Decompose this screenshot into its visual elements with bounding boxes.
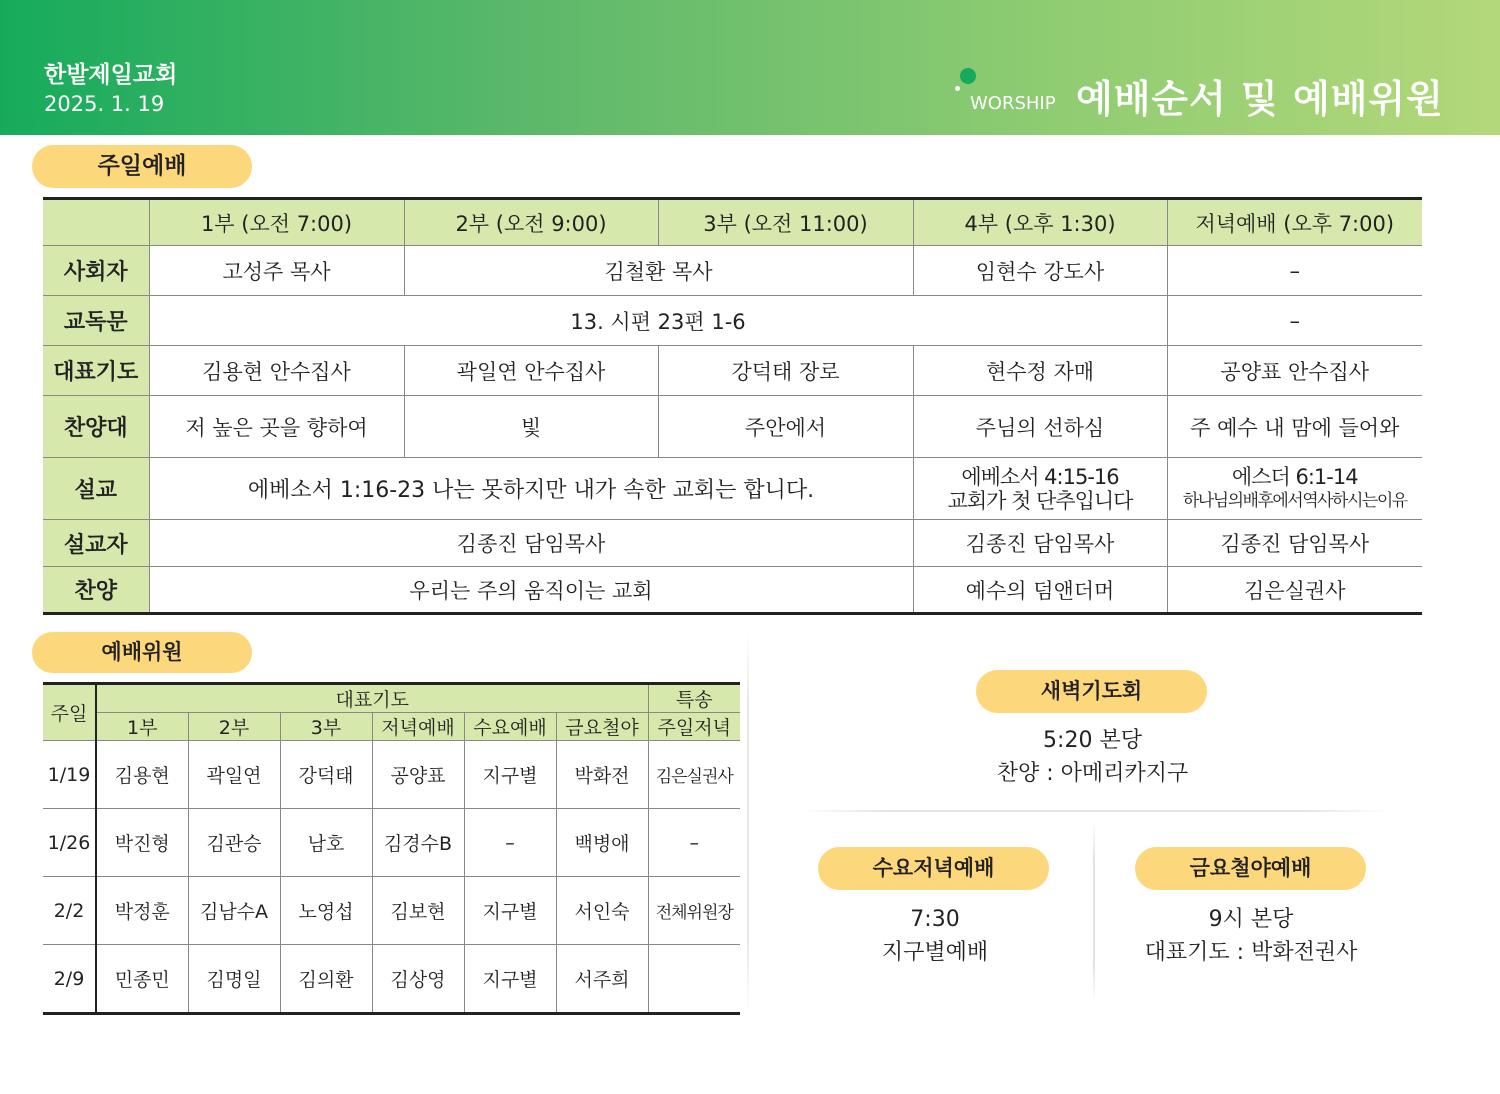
header-sunday: 주일 xyxy=(43,684,96,741)
table-cell: 13. 시편 23편 1-6 xyxy=(149,296,1167,346)
small-dot-icon xyxy=(955,86,960,91)
wednesday-desc: 지구별예배 xyxy=(881,940,989,965)
table-cell: 김철환 목사 xyxy=(404,246,913,296)
table-cell: 현수정 자매 xyxy=(913,346,1167,396)
table-cell: 지구별 xyxy=(464,945,556,1014)
table-cell xyxy=(913,458,1167,520)
table-cell: 백병애 xyxy=(556,809,648,877)
table-cell: – xyxy=(648,809,740,877)
table-cell: 박정훈 xyxy=(96,877,188,945)
church-name: 한밭제일교회 xyxy=(44,62,178,88)
sunday-service-table xyxy=(43,197,1422,615)
table-cell: 김종진 담임목사 xyxy=(1167,520,1422,567)
table-cell: 예수의 덤앤더머 xyxy=(913,567,1167,614)
table-cell: 전체위원장 xyxy=(648,877,740,945)
table-cell: 빛 xyxy=(404,396,658,458)
table-cell: 김상영 xyxy=(372,945,464,1014)
dawn-time: 5:20 본당 xyxy=(1043,728,1142,753)
subheader: 저녁예배 xyxy=(372,713,464,741)
table-cell: 민종민 xyxy=(96,945,188,1014)
date-cell: 1/26 xyxy=(43,809,96,877)
row-header-hymn: 찬양 xyxy=(43,567,149,614)
vertical-divider xyxy=(1093,822,1095,1002)
corner-cell xyxy=(43,199,149,246)
column-header: 4부 (오후 1:30) xyxy=(913,199,1167,246)
table-cell: 김의환 xyxy=(280,945,372,1014)
table-cell: 김경수B xyxy=(372,809,464,877)
subheader: 수요예배 xyxy=(464,713,556,741)
table-row xyxy=(43,877,740,945)
table-cell: 김은실권사 xyxy=(1167,567,1422,614)
row-header-sermon: 설교 xyxy=(43,458,149,520)
table-cell: 고성주 목사 xyxy=(149,246,404,296)
table-row xyxy=(43,741,740,809)
table-cell xyxy=(1167,458,1422,520)
table-cell: 우리는 주의 움직이는 교회 xyxy=(149,567,913,614)
sermon-passage: 에베소서 4:15-16 xyxy=(961,464,1119,489)
page-title: 예배순서 및 예배위원 xyxy=(1076,77,1444,121)
friday-prayer: 대표기도 : 박화전권사 xyxy=(1144,940,1358,965)
table-cell: 김용현 안수집사 xyxy=(149,346,404,396)
sunday-service-label: 주일예배 xyxy=(32,145,252,188)
table-cell: 주안에서 xyxy=(658,396,913,458)
table-cell: 김명일 xyxy=(188,945,280,1014)
column-header: 2부 (오전 9:00) xyxy=(404,199,658,246)
sermon-title: 교회가 첫 단추입니다 xyxy=(947,488,1133,513)
table-cell: 공양표 xyxy=(372,741,464,809)
row-header-preacher: 설교자 xyxy=(43,520,149,567)
table-cell: 김종진 담임목사 xyxy=(913,520,1167,567)
date-cell: 1/19 xyxy=(43,741,96,809)
table-cell xyxy=(648,945,740,1014)
page-header xyxy=(0,0,1500,135)
friday-time: 9시 본당 xyxy=(1208,907,1294,932)
table-cell: 김관승 xyxy=(188,809,280,877)
committee-label: 예배위원 xyxy=(32,632,252,673)
subheader: 금요철야 xyxy=(556,713,648,741)
table-cell: – xyxy=(1167,296,1422,346)
table-cell: 공양표 안수집사 xyxy=(1167,346,1422,396)
table-cell: 김남수A xyxy=(188,877,280,945)
wednesday-service-label: 수요저녁예배 xyxy=(818,847,1049,890)
table-cell: 김보현 xyxy=(372,877,464,945)
vertical-divider xyxy=(747,630,749,1015)
table-cell: 곽일연 xyxy=(188,741,280,809)
table-cell: 강덕태 xyxy=(280,741,372,809)
table-cell: 박진형 xyxy=(96,809,188,877)
table-cell: 곽일연 안수집사 xyxy=(404,346,658,396)
table-cell: 임현수 강도사 xyxy=(913,246,1167,296)
column-header: 저녁예배 (오후 7:00) xyxy=(1167,199,1422,246)
table-cell: 에베소서 1:16-23 나는 못하지만 내가 속한 교회는 합니다. xyxy=(149,458,913,520)
dawn-prayer-label: 새벽기도회 xyxy=(976,670,1207,713)
row-header-presider: 사회자 xyxy=(43,246,149,296)
bulletin-date: 2025. 1. 19 xyxy=(44,92,165,116)
table-row xyxy=(43,809,740,877)
dawn-hymn: 찬양 : 아메리카지구 xyxy=(996,761,1189,786)
friday-service-label: 금요철야예배 xyxy=(1135,847,1366,890)
table-row xyxy=(43,945,740,1014)
table-cell: 서인숙 xyxy=(556,877,648,945)
subheader: 주일저녁 xyxy=(648,713,740,741)
subheader: 2부 xyxy=(188,713,280,741)
table-cell: 김은실권사 xyxy=(648,741,740,809)
column-header: 3부 (오전 11:00) xyxy=(658,199,913,246)
table-cell: 저 높은 곳을 향하여 xyxy=(149,396,404,458)
table-cell: 남호 xyxy=(280,809,372,877)
table-cell: 서주희 xyxy=(556,945,648,1014)
date-cell: 2/2 xyxy=(43,877,96,945)
table-cell: 노영섭 xyxy=(280,877,372,945)
worship-label: WORSHIP xyxy=(970,93,1056,114)
table-cell: 김종진 담임목사 xyxy=(149,520,913,567)
header-prayer: 대표기도 xyxy=(96,684,648,713)
date-cell: 2/9 xyxy=(43,945,96,1014)
header-special: 특송 xyxy=(648,684,740,713)
subheader: 1부 xyxy=(96,713,188,741)
row-header-prayer: 대표기도 xyxy=(43,346,149,396)
friday-service-info xyxy=(1105,903,1397,969)
wednesday-service-info xyxy=(790,903,1080,969)
table-cell: – xyxy=(464,809,556,877)
committee-table xyxy=(43,682,740,1015)
table-cell: 주님의 선하심 xyxy=(913,396,1167,458)
table-cell: 주 예수 내 맘에 들어와 xyxy=(1167,396,1422,458)
wednesday-time: 7:30 xyxy=(910,907,960,932)
table-cell: 지구별 xyxy=(464,741,556,809)
table-cell: 박화전 xyxy=(556,741,648,809)
table-cell: – xyxy=(1167,246,1422,296)
table-cell: 지구별 xyxy=(464,877,556,945)
dot-icon xyxy=(960,68,976,84)
sermon-title: 하나님의배후에서역사하시는이유 xyxy=(1182,490,1407,511)
column-header: 1부 (오전 7:00) xyxy=(149,199,404,246)
table-cell: 김용현 xyxy=(96,741,188,809)
row-header-choir: 찬양대 xyxy=(43,396,149,458)
horizontal-divider xyxy=(800,810,1390,812)
dawn-prayer-info xyxy=(950,724,1235,790)
table-cell: 강덕태 장로 xyxy=(658,346,913,396)
row-header-reading: 교독문 xyxy=(43,296,149,346)
subheader: 3부 xyxy=(280,713,372,741)
sermon-passage: 에스더 6:1-14 xyxy=(1231,464,1358,489)
